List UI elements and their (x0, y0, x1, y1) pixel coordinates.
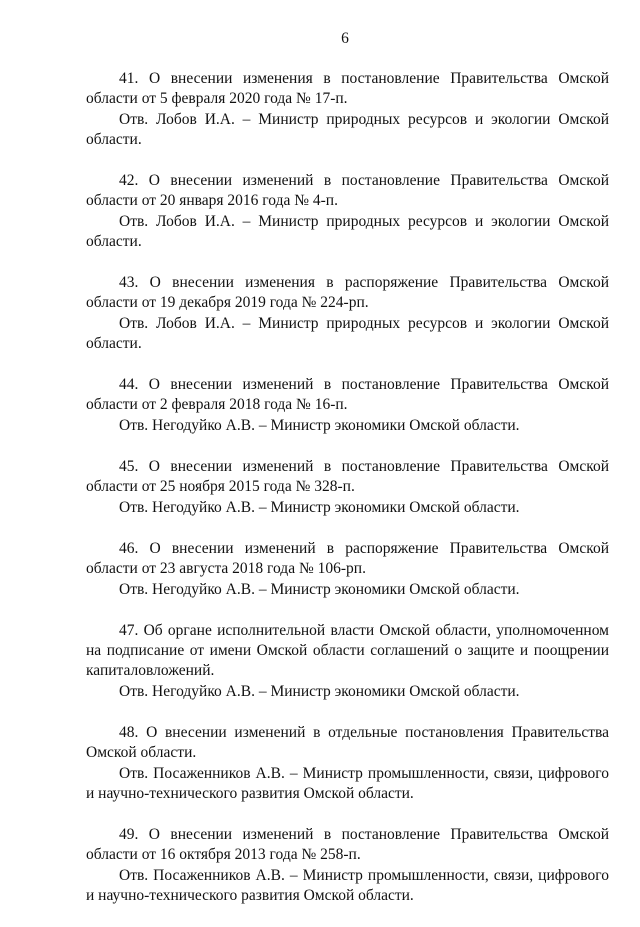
agenda-item-responsible: Отв. Негодуйко А.В. – Министр экономики Омской области. (119, 683, 520, 700)
agenda-item-title: 48. О внесении изменений в отдельные постановления Правительства Омской области. (86, 724, 609, 761)
agenda-item-responsible: Отв. Негодуйко А.В. – Министр экономики Омской области. (119, 581, 520, 598)
agenda-item-title: 46. О внесении изменений в распоряжение Правительства Омской области от 23 августа 2018 года № 106-рп. (86, 540, 609, 577)
agenda-item-responsible: Отв. Лобов И.А. – Министр природных ресурсов и экологии Омской области. (86, 111, 609, 148)
agenda-item-responsible: Отв. Посаженников А.В. – Министр промышленности, связи, цифрового и научно-технического развития Омской области. (86, 867, 609, 904)
agenda-item-responsible: Отв. Посаженников А.В. – Министр промышленности, связи, цифрового и научно-технического развития Омской области. (86, 765, 609, 802)
agenda-item-44 (86, 375, 609, 436)
agenda-item-title: 42. О внесении изменений в постановление Правительства Омской области от 20 января 2016 года № 4-п. (86, 172, 609, 209)
agenda-item-responsible: Отв. Негодуйко А.В. – Министр экономики Омской области. (119, 417, 520, 434)
agenda-item-48 (86, 723, 609, 804)
agenda-item-43 (86, 273, 609, 354)
agenda-item-responsible: Отв. Лобов И.А. – Министр природных ресурсов и экологии Омской области. (86, 315, 609, 352)
agenda-item-responsible: Отв. Негодуйко А.В. – Министр экономики Омской области. (119, 499, 520, 516)
agenda-item-title: 47. Об органе исполнительной власти Омской области, уполномоченном на подписание от имени Омской области соглашений о защите и поощрении капиталовложений. (86, 622, 609, 679)
agenda-item-title: 41. О внесении изменения в постановление Правительства Омской области от 5 февраля 2020 года № 17-п. (86, 70, 609, 107)
agenda-item-46 (86, 539, 609, 600)
agenda-item-title: 44. О внесении изменений в постановление Правительства Омской области от 2 февраля 2018 года № 16-п. (86, 376, 609, 413)
agenda-list (86, 69, 609, 927)
agenda-item-42 (86, 171, 609, 252)
agenda-item-title: 43. О внесении изменения в распоряжение Правительства Омской области от 19 декабря 2019 года № 224-рп. (86, 274, 609, 311)
agenda-item-responsible: Отв. Лобов И.А. – Министр природных ресурсов и экологии Омской области. (86, 213, 609, 250)
agenda-item-45 (86, 457, 609, 518)
page-number: 6 (341, 30, 349, 47)
agenda-item-47 (86, 621, 609, 702)
agenda-item-title: 45. О внесении изменений в постановление Правительства Омской области от 25 ноября 2015 года № 328-п. (86, 458, 609, 495)
agenda-item-49 (86, 825, 609, 906)
agenda-item-title: 49. О внесении изменений в постановление Правительства Омской области от 16 октября 2013 года № 258-п. (86, 826, 609, 863)
agenda-item-41 (86, 69, 609, 150)
